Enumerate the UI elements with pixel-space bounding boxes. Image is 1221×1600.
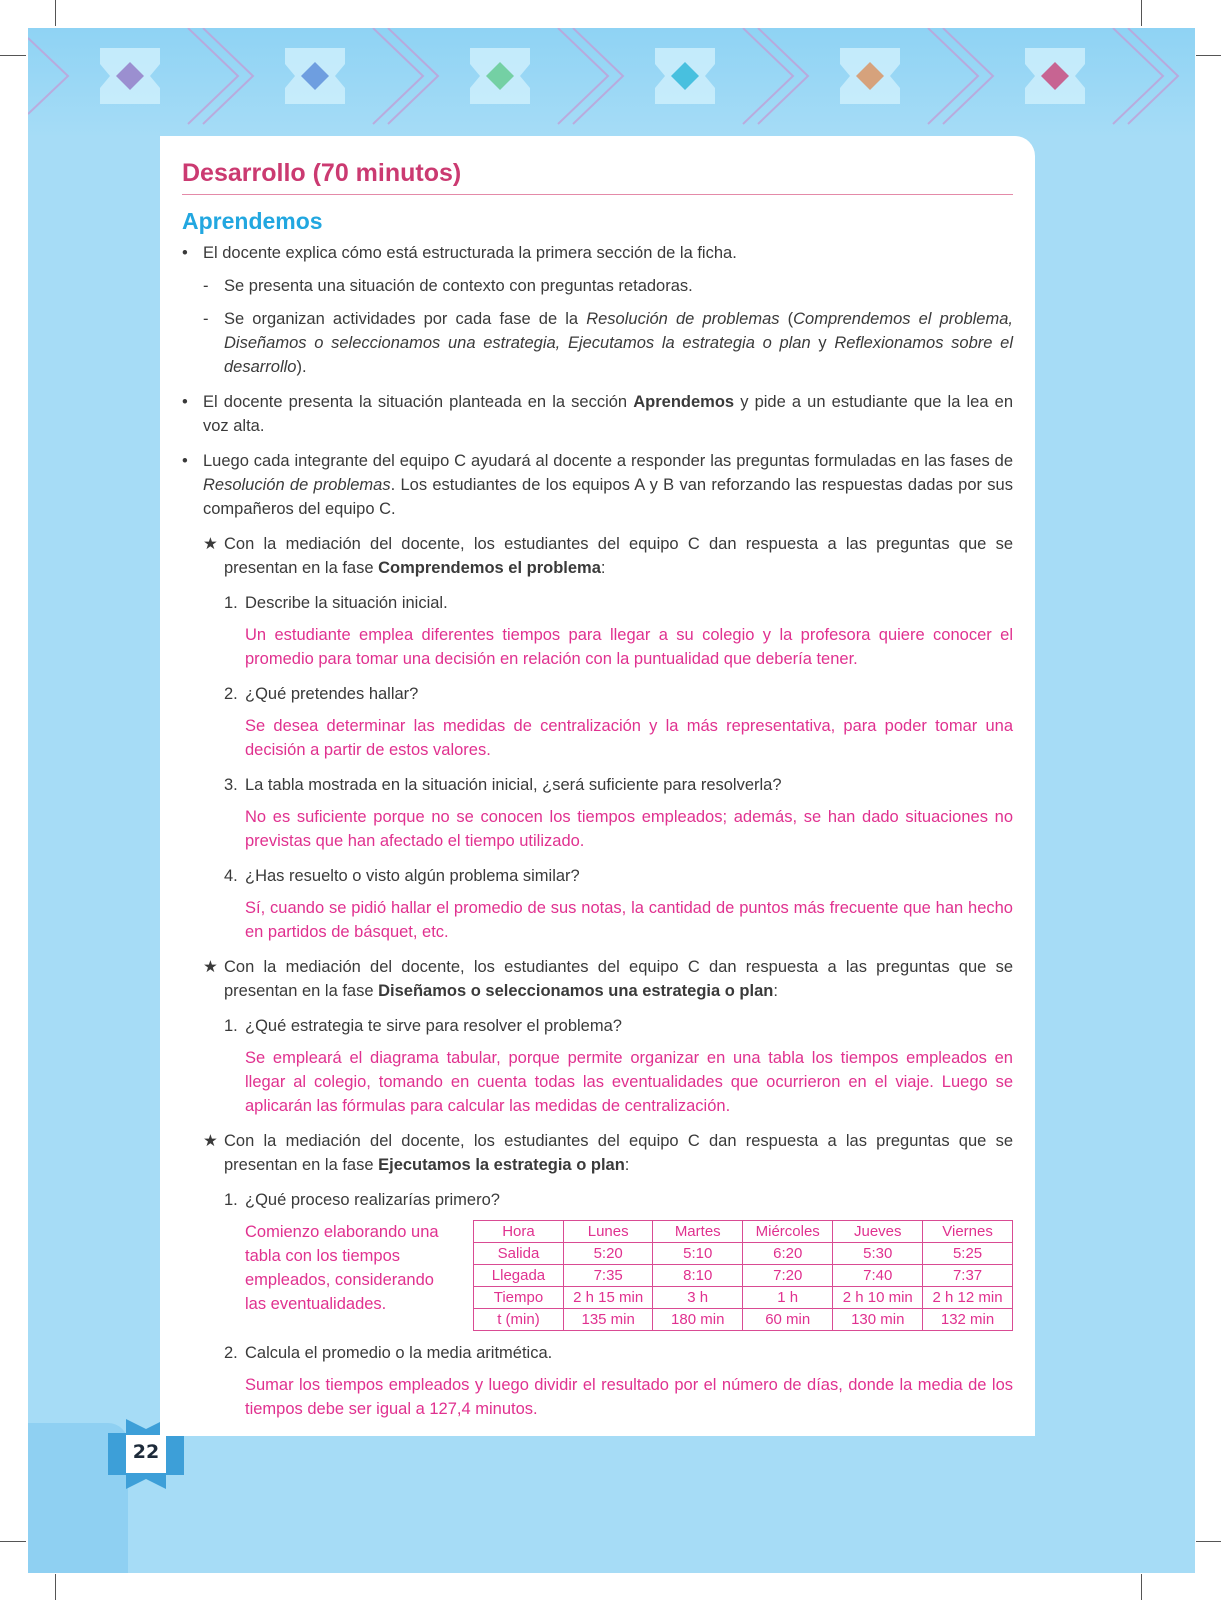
table-cell: Lunes — [563, 1221, 652, 1243]
text-run-bold: Diseñamos o seleccionamos una estrategia o plan — [378, 982, 774, 1000]
table-row — [474, 1243, 1013, 1265]
table-row — [474, 1265, 1013, 1287]
dash-icon: - — [203, 310, 209, 328]
item-text: El docente explica cómo está estructurada la primera sección de la ficha. — [203, 244, 737, 262]
question-text: La tabla mostrada en la situación inicial, ¿será suficiente para resolverla? — [245, 776, 782, 794]
text-run: ( — [779, 310, 794, 328]
text-run-italic: Resolución de problemas — [203, 476, 391, 494]
text-run-bold: Aprendemos — [633, 393, 735, 411]
text-run: Con la mediación del docente, los estudiantes del equipo C dan respuesta a las preguntas que se presentan en la fase — [224, 1132, 1013, 1174]
table-cell: t (min) — [474, 1309, 564, 1331]
answer-text: Se empleará el diagrama tabular, porque permite organizar en una tabla los tiempos empleados en llegar al colegio, tomando en cuenta todas las eventualidades que ocurrieron en el viaje. Luego se aplicarán las fórmulas para calcular las medidas de centralización. — [245, 1049, 1013, 1115]
text-run: y — [810, 334, 835, 352]
table-cell: 3 h — [653, 1287, 743, 1309]
text-run-italic: Resolución de problemas — [586, 310, 780, 328]
table-cell: 2 h 10 min — [833, 1287, 923, 1309]
item-text — [224, 532, 1013, 580]
table-cell: 7:35 — [563, 1265, 652, 1287]
question-text: Calcula el promedio o la media aritmética. — [245, 1344, 553, 1362]
table-cell: Llegada — [474, 1265, 564, 1287]
table-row — [474, 1309, 1013, 1331]
table-cell: Martes — [653, 1221, 743, 1243]
table-cell: 1 h — [743, 1287, 833, 1309]
crop-mark — [0, 1541, 26, 1542]
table-cell: 130 min — [833, 1309, 923, 1331]
table-cell: 2 h 12 min — [923, 1287, 1013, 1309]
question — [224, 1341, 1013, 1365]
list-item — [203, 307, 1013, 379]
star-icon: ★ — [203, 535, 218, 553]
dash-icon: - — [203, 277, 209, 295]
text-run: : — [624, 1156, 630, 1174]
table-cell: 8:10 — [653, 1265, 743, 1287]
table-cell: 7:20 — [743, 1265, 833, 1287]
question-block — [224, 1014, 1013, 1118]
content-card — [160, 136, 1035, 1436]
text-run: Con la mediación del docente, los estudiantes del equipo C dan respuesta a las preguntas que se presentan en la fase — [224, 535, 1013, 577]
list-item — [182, 390, 1013, 438]
list-item — [203, 274, 1013, 298]
table-cell: 60 min — [743, 1309, 833, 1331]
table-cell: Salida — [474, 1243, 564, 1265]
text-run: . Los estudiantes de los equipos A y B van reforzando las respuestas dadas por sus compañeros del equipo C. — [203, 476, 1013, 518]
decorative-pattern-band — [28, 28, 1195, 138]
question — [224, 1188, 1013, 1212]
list-item — [182, 241, 1013, 265]
question-number: 1. — [224, 1191, 238, 1209]
table-cell: 5:20 — [563, 1243, 652, 1265]
table-cell: 132 min — [923, 1309, 1013, 1331]
answer-text: Se desea determinar las medidas de centralización y la más representativa, para poder tomar una decisión a partir de estos valores. — [245, 717, 1013, 759]
question-number: 1. — [224, 594, 238, 612]
item-text — [203, 449, 1013, 521]
star-icon: ★ — [203, 958, 218, 976]
question — [224, 1014, 1013, 1038]
crop-mark — [1196, 55, 1221, 56]
text-run-bold: Comprendemos el problema — [378, 559, 601, 577]
item-text — [203, 390, 1013, 438]
question — [224, 773, 1013, 797]
text-run: El docente presenta la situación planteada en la sección — [203, 393, 634, 411]
question-text: ¿Has resuelto o visto algún problema similar? — [245, 867, 580, 885]
text-run-bold: Ejecutamos la estrategia o plan — [378, 1156, 625, 1174]
question-text: ¿Qué estrategia te sirve para resolver el problema? — [245, 1017, 622, 1035]
text-run-italic: Reflexionamos sobre el desarrollo — [224, 334, 1014, 376]
table-cell: Tiempo — [474, 1287, 564, 1309]
page-number: 22 — [132, 1441, 160, 1463]
text-run: Con la mediación del docente, los estudiantes del equipo C dan respuesta a las preguntas que se presentan en la fase — [224, 958, 1013, 1000]
table-cell: 5:25 — [923, 1243, 1013, 1265]
text-run-italic: Comprendemos el problema, Diseñamos o seleccionamos una estrategia, Ejecutamos la estrategia o plan — [224, 310, 1013, 352]
item-text — [224, 955, 1013, 1003]
answer-text: No es suficiente porque no se conocen los tiempos empleados; además, se han dado situaciones no previstas que han afectado el tiempo utilizado. — [245, 808, 1013, 850]
answer-text: Sumar los tiempos empleados y luego dividir el resultado por el número de días, donde la media de los tiempos debe ser igual a 127,4 minutos. — [245, 1376, 1013, 1418]
table-cell: Jueves — [833, 1221, 923, 1243]
star-item — [203, 532, 1013, 580]
question — [224, 591, 1013, 615]
section-heading: Aprendemos — [182, 208, 323, 234]
text-run: : — [773, 982, 778, 1000]
table-cell: 5:30 — [833, 1243, 923, 1265]
text-run: ). — [296, 358, 307, 376]
question-number: 3. — [224, 776, 238, 794]
table-cell: 2 h 15 min — [563, 1287, 652, 1309]
times-table — [473, 1220, 1013, 1331]
question-number: 1. — [224, 1017, 238, 1035]
table-header-row — [474, 1221, 1013, 1243]
table-cell: 7:37 — [923, 1265, 1013, 1287]
table-cell: Viernes — [923, 1221, 1013, 1243]
text-run: Luego cada integrante del equipo C ayudará al docente a responder las preguntas formuladas en las fases de — [203, 452, 1013, 470]
question-block — [224, 591, 1013, 944]
item-text: Se presenta una situación de contexto con preguntas retadoras. — [224, 277, 693, 295]
answer-text: Comienzo elaborando una tabla con los tiempos empleados, considerando las eventualidades. — [245, 1223, 439, 1313]
item-text — [224, 1129, 1013, 1177]
text-run: y pide a un estudiante que la lea en voz alta. — [203, 393, 1013, 435]
question-text: ¿Qué pretendes hallar? — [245, 685, 419, 703]
table-cell: Miércoles — [743, 1221, 833, 1243]
star-item — [203, 1129, 1013, 1177]
question-number: 2. — [224, 685, 238, 703]
text-run: : — [600, 559, 606, 577]
question-number: 2. — [224, 1344, 238, 1362]
question-number: 4. — [224, 867, 238, 885]
crop-mark — [0, 55, 26, 56]
answer-text: Un estudiante emplea diferentes tiempos para llegar a su colegio y la profesora quiere conocer el promedio para tomar una decisión en relación con la puntualidad que debería tener. — [245, 626, 1013, 668]
crop-mark — [1141, 1574, 1142, 1600]
item-text — [224, 307, 1013, 379]
crop-mark — [55, 0, 56, 26]
table-cell: Hora — [474, 1221, 564, 1243]
bullet-icon: • — [182, 244, 188, 262]
star-item — [203, 955, 1013, 1003]
page-title: Desarrollo (70 minutos) — [182, 158, 1013, 195]
table-cell: 135 min — [563, 1309, 652, 1331]
bullet-icon: • — [182, 393, 188, 411]
table-cell: 7:40 — [833, 1265, 923, 1287]
table-row — [474, 1287, 1013, 1309]
question-block — [224, 1188, 1013, 1421]
list-item — [182, 449, 1013, 521]
crop-mark — [1196, 1541, 1221, 1542]
table-cell: 6:20 — [743, 1243, 833, 1265]
question-text: ¿Qué proceso realizarías primero? — [245, 1191, 500, 1209]
text-run: Se organizan actividades por cada fase de la — [224, 310, 587, 328]
crop-mark — [1141, 0, 1142, 26]
answer-text: Sí, cuando se pidió hallar el promedio de sus notas, la cantidad de puntos más frecuente que han hecho en partidos de básquet, etc. — [245, 899, 1013, 941]
question — [224, 682, 1013, 706]
question — [224, 864, 1013, 888]
table-cell: 5:10 — [653, 1243, 743, 1265]
table-cell: 180 min — [653, 1309, 743, 1331]
answer-with-table — [245, 1220, 1013, 1331]
star-icon: ★ — [203, 1132, 218, 1150]
question-text: Describe la situación inicial. — [245, 594, 448, 612]
crop-mark — [55, 1574, 56, 1600]
bullet-icon: • — [182, 452, 188, 470]
